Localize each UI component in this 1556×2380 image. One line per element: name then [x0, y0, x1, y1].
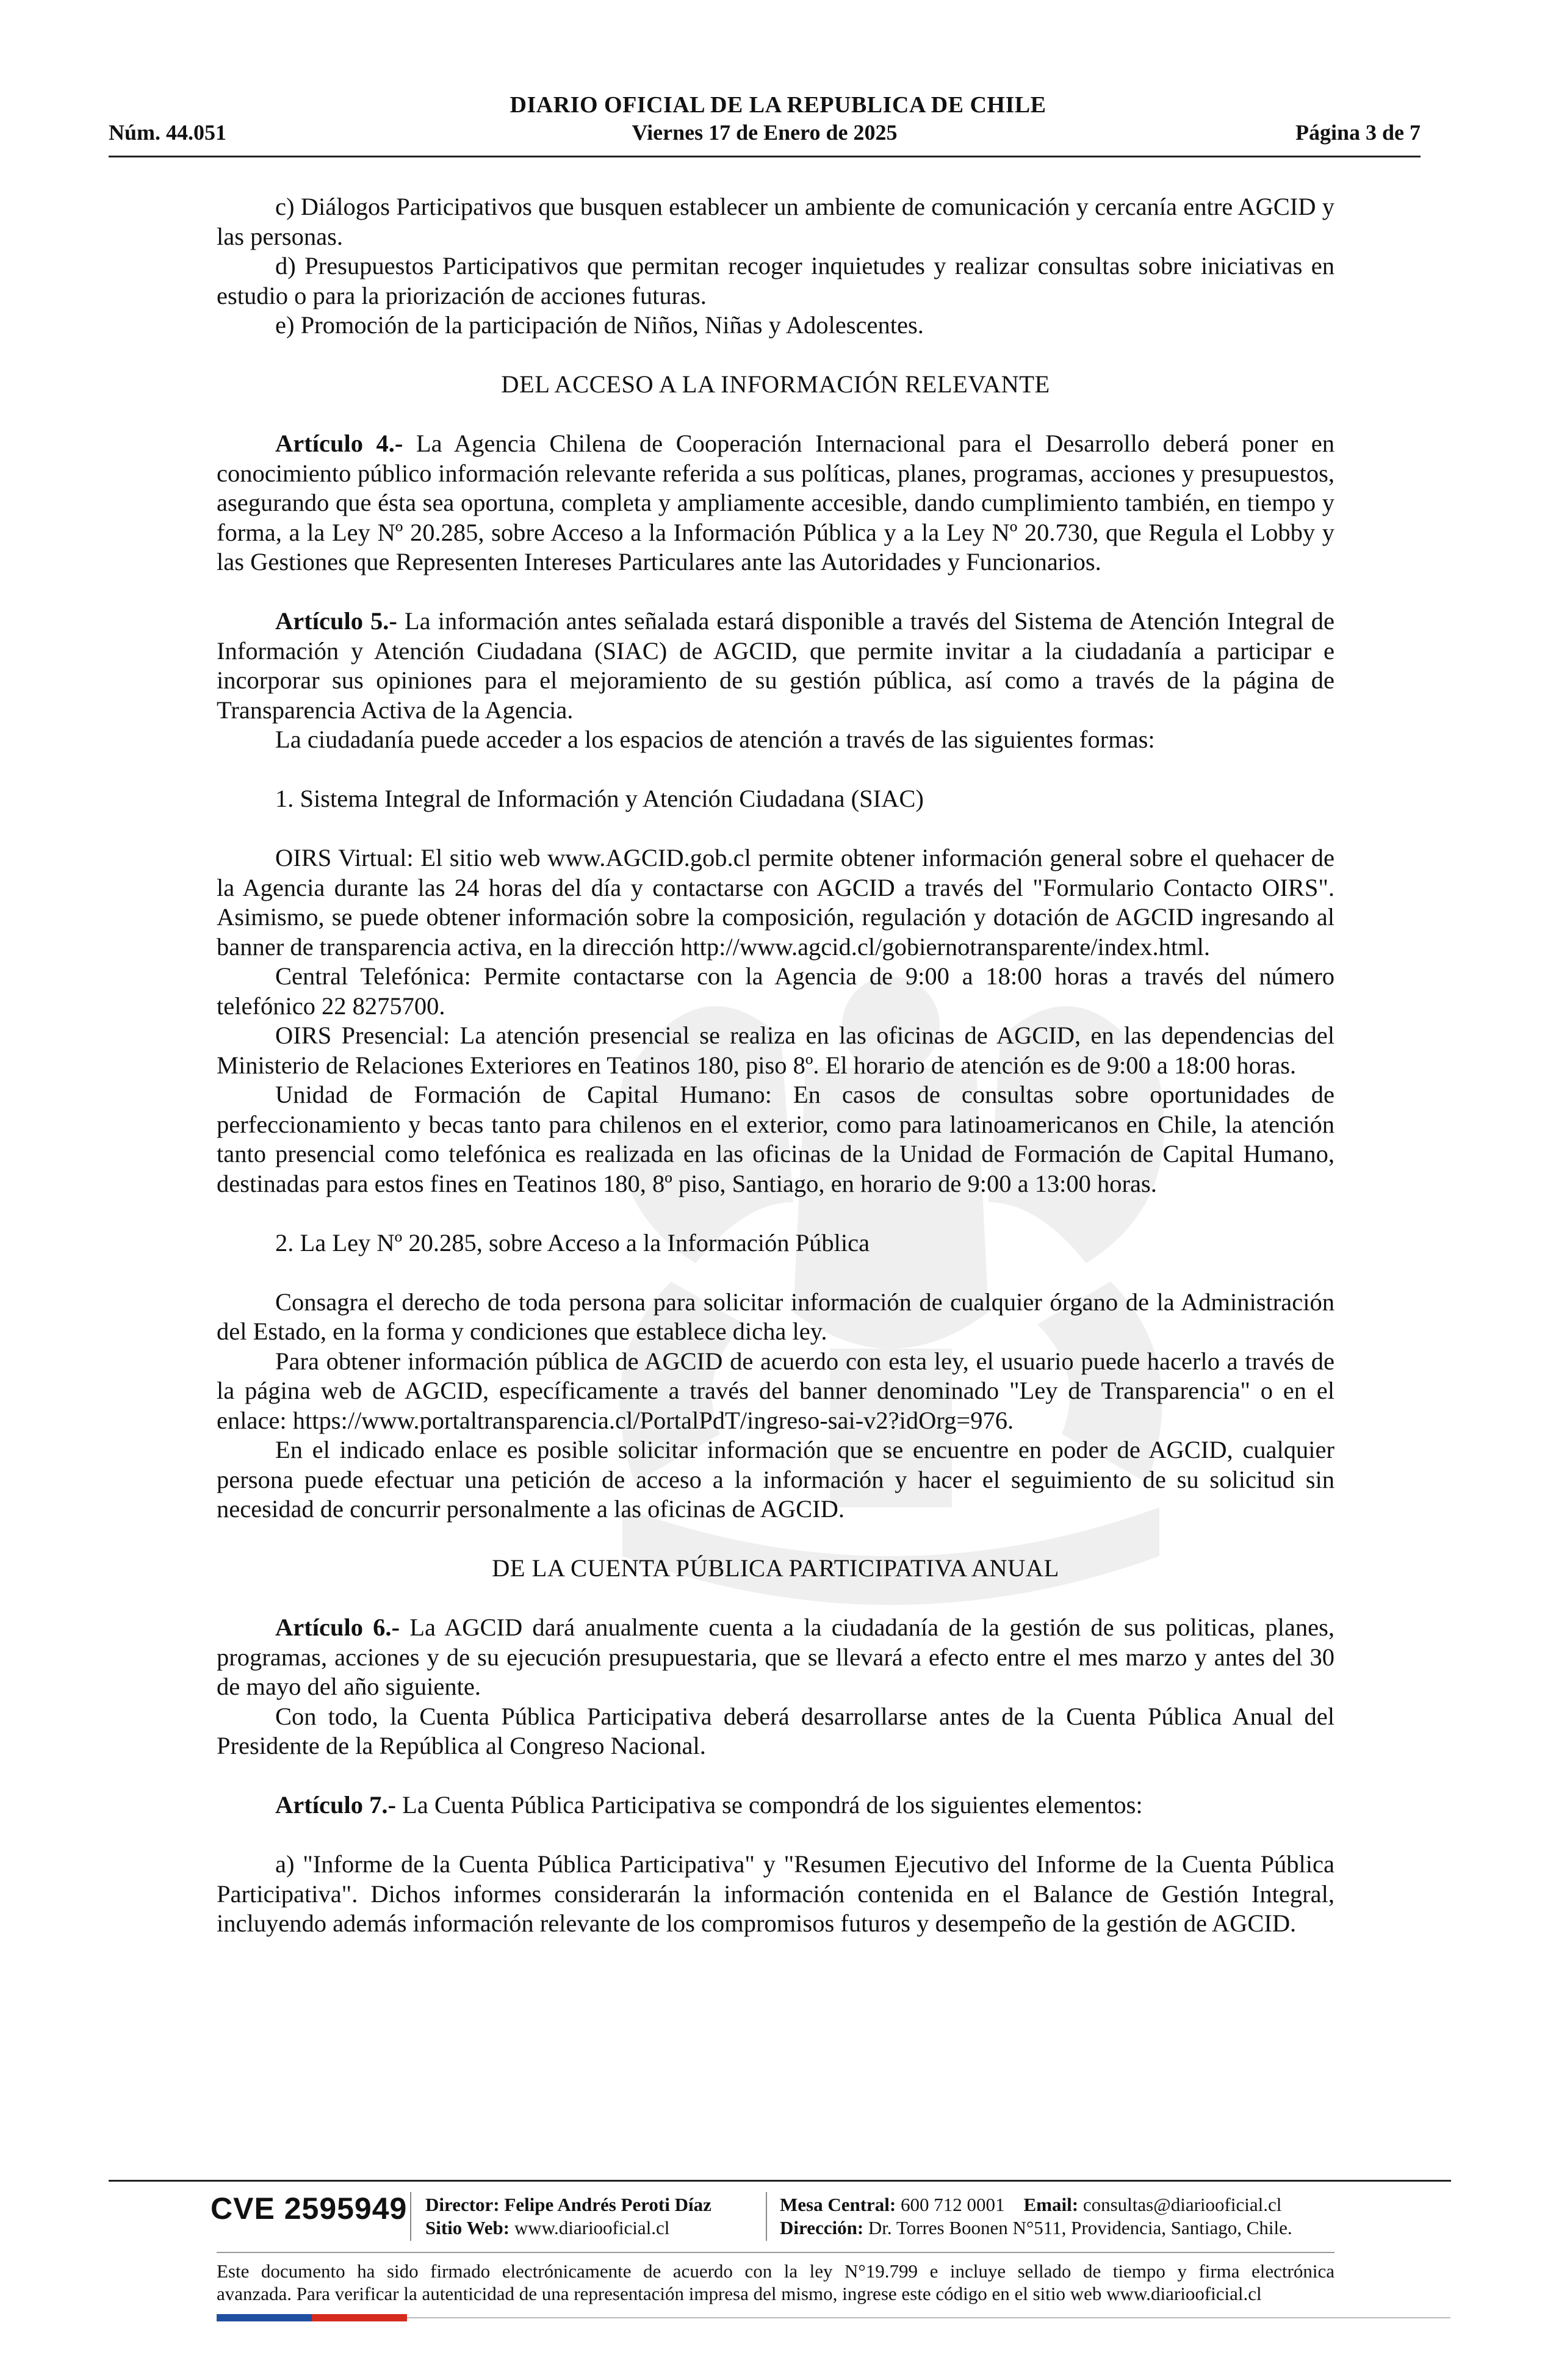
item-c: c) Diálogos Participativos que busquen establecer un ambiente de comunicación y cercanía entre AGCID y las personas. [217, 193, 1334, 250]
article-5 [217, 607, 1334, 725]
central-telefonica: Central Telefónica: Permite contactarse con la Agencia de 9:00 a 18:00 horas a través del número telefónico 22 8275700. [217, 962, 1334, 1020]
issue-number: Núm. 44.051 [109, 120, 227, 145]
ley-paragraph-2: Para obtener información pública de AGCID de acuerdo con esta ley, el usuario puede hacerlo a través de la página web de AGCID, específicamente a través del banner denominado "Ley de Transparencia" o en el enlace: https://www.portaltransparencia.cl/PortalPdT/ingreso-sai-v2?idOrg=976. [217, 1347, 1334, 1434]
article-5-text: La información antes señalada estará disponible a través del Sistema de Atención Integral de Información y Atención Ciudadana (SIAC) de AGCID, que permite invitar a la ciudadanía a participar e incorporar sus opiniones para el mejoramiento de su gestión pública, así como a través de la página de Transparencia Activa de la Agencia. [217, 607, 1334, 724]
email-label: Email: [1023, 2194, 1079, 2215]
ley-paragraph-3: En el indicado enlace es posible solicitar información que se encuentre en poder de AGCID, cualquier persona puede efectuar una petición de acceso a la información y hacer el seguimiento de su solicitud sin necesidad de concurrir personalmente a las oficinas de AGCID. [217, 1436, 1334, 1523]
footer-director-column [425, 2193, 711, 2240]
section-heading-access: DEL ACCESO A LA INFORMACIÓN RELEVANTE [501, 370, 1050, 398]
flag-stripe [217, 2314, 407, 2321]
header-divider [109, 156, 1421, 157]
address-label: Dirección: [780, 2217, 864, 2238]
footer-separator [766, 2192, 767, 2241]
unidad-capital-humano: Unidad de Formación de Capital Humano: En casos de consultas sobre oportunidades de perfeccionamiento y becas tanto para chilenos en el exterior, como para latinoamericanos en Chile, la atención tanto presencial como telefónica es realizada en las oficinas de la Unidad de Formación de Capital Humano, destinadas para estos fines en Teatinos 180, 8º piso, Santiago, en horario de 9:00 a 13:00 horas. [217, 1081, 1334, 1197]
article-4-label: Artículo 4.- [275, 430, 403, 457]
article-7-item-a: a) "Informe de la Cuenta Pública Participativa" y "Resumen Ejecutivo del Informe de la Cuenta Pública Participativa". Dichos informes considerarán la información contenida en el Balance de Gestión Integral, incluyendo además información relevante de los compromisos futuros y desempeño de la gestión de AGCID. [217, 1850, 1334, 1937]
footer-contact-column [780, 2193, 1292, 2240]
mesa-value: 600 712 0001 [896, 2194, 1005, 2215]
siac-heading: 1. Sistema Integral de Información y Atención Ciudadana (SIAC) [275, 785, 924, 812]
footer-divider-bottom [407, 2317, 1450, 2318]
site-value[interactable]: www.diariooficial.cl [510, 2217, 670, 2238]
footer-separator [410, 2192, 411, 2241]
site-label: Sitio Web: [425, 2217, 510, 2238]
article-5-paragraph-2: La ciudadanía puede acceder a los espacios de atención a través de las siguientes formas: [275, 726, 1155, 753]
ley-paragraph-1: Consagra el derecho de toda persona para solicitar información de cualquier órgano de la Administración del Estado, en la forma y condiciones que establece dicha ley. [217, 1288, 1334, 1345]
director-name: Felipe Andrés Peroti Díaz [499, 2194, 711, 2215]
director-label: Director: [425, 2194, 500, 2215]
newspaper-title: DIARIO OFICIAL DE LA REPUBLICA DE CHILE [510, 92, 1046, 118]
page-indicator: Página 3 de 7 [1295, 120, 1421, 145]
signature-note [217, 2260, 1334, 2305]
section-heading-cuenta: DE LA CUENTA PÚBLICA PARTICIPATIVA ANUAL [492, 1554, 1059, 1582]
footer-divider-middle [217, 2252, 1334, 2253]
oirs-presencial: OIRS Presencial: La atención presencial se realiza en las oficinas de AGCID, en las dependencias del Ministerio de Relaciones Exteriores en Teatinos 180, piso 8º. El horario de atención es de 9:00 a 18:00 horas. [217, 1022, 1334, 1079]
article-5-label: Artículo 5.- [275, 607, 397, 635]
footer-divider-top [109, 2180, 1451, 2182]
document-body [217, 192, 1334, 1939]
article-4 [217, 429, 1334, 577]
article-7 [217, 1790, 1334, 1820]
article-7-label: Artículo 7.- [275, 1791, 396, 1819]
item-e: e) Promoción de la participación de Niños, Niñas y Adolescentes. [275, 311, 924, 339]
header-row [109, 120, 1421, 148]
article-6-label: Artículo 6.- [275, 1614, 400, 1641]
ley-heading: 2. La Ley Nº 20.285, sobre Acceso a la Información Pública [275, 1228, 870, 1257]
article-6-paragraph-2: Con todo, la Cuenta Pública Participativa deberá desarrollarse antes de la Cuenta Pública Anual del Presidente de la República al Congreso Nacional. [217, 1702, 1334, 1759]
cve-code: CVE 2595949 [211, 2191, 408, 2226]
article-6 [217, 1613, 1334, 1702]
article-4-text: La Agencia Chilena de Cooperación Internacional para el Desarrollo deberá poner en conocimiento público información relevante referida a sus políticas, planes, programas, acciones y presupuestos, asegurando que ésta sea oportuna, completa y ampliamente accesible, dando cumplimiento también, en tiempo y forma, a la Ley Nº 20.285, sobre Acceso a la Información Pública y a la Ley Nº 20.730, que Regula el Lobby y las Gestiones que Representen Intereses Particulares ante las Autoridades y Funcionarios. [217, 430, 1335, 575]
address-value: Dr. Torres Boonen N°511, Providencia, Santiago, Chile. [863, 2217, 1292, 2238]
article-6-text: La AGCID dará anualmente cuenta a la ciudadanía de la gestión de sus politicas, planes, programas, acciones y de su ejecución presupuestaria, que se llevará a efecto entre el mes marzo y antes del 30 de mayo del año siguiente. [217, 1614, 1334, 1700]
oirs-virtual: OIRS Virtual: El sitio web www.AGCID.gob.cl permite obtener información general sobre el quehacer de la Agencia durante las 24 horas del día y contactarse con AGCID a través del "Formulario Contacto OIRS". Asimismo, se puede obtener información sobre la composición, regulación y dotación de AGCID ingresando al banner de transparencia activa, en la dirección http://www.agcid.cl/gobiernotransparente/index.html. [217, 844, 1334, 961]
issue-date: Viernes 17 de Enero de 2025 [632, 120, 898, 145]
signature-note-line-1: Este documento ha sido firmado electrónicamente de acuerdo con la ley N°19.799 e incluye sellado de tiempo y firma electrónica [217, 2260, 1334, 2282]
item-d: d) Presupuestos Participativos que permitan recoger inquietudes y realizar consultas sobre iniciativas en estudio o para la priorización de acciones futuras. [217, 252, 1334, 309]
mesa-label: Mesa Central: [780, 2194, 896, 2215]
email-value[interactable]: consultas@diariooficial.cl [1078, 2194, 1282, 2215]
signature-note-line-2: avanzada. Para verificar la autenticidad de una representación impresa del mismo, ingrese este código en el sitio web www.diariooficial.cl [217, 2283, 1262, 2304]
article-7-text: La Cuenta Pública Participativa se compondrá de los siguientes elementos: [395, 1791, 1143, 1819]
